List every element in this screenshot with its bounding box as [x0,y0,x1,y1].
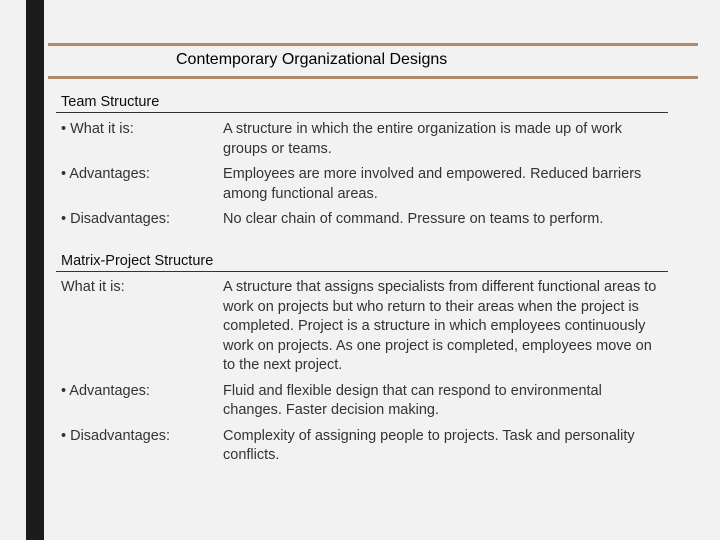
table-row [56,382,668,421]
row-description: A structure in which the entire organization is made up of work groups or teams. [223,121,622,157]
section-heading: Matrix-Project Structure [56,251,668,272]
row-label: • Disadvantages: [61,427,171,444]
row-description: Employees are more involved and empowered. Reduced barriers among functional areas. [223,166,642,202]
section-heading: Team Structure [56,92,668,113]
row-label: • Advantages: [61,382,150,399]
row-description: Fluid and flexible design that can respond to environmental changes. Faster decision making. [223,382,602,418]
team-structure-section [56,92,668,230]
table-row [56,427,668,466]
top-divider [48,43,698,46]
row-description: No clear chain of command. Pressure on teams to perform. [223,211,604,227]
table-row [56,210,668,230]
table-row [56,120,668,159]
table-row [56,278,668,376]
row-description: A structure that assigns specialists from different functional areas to work on projects but who return to their areas when the project is completed. Project is a structure in which employees continuously work on projects. As one project is completed, employees move on to the next project. [223,279,657,373]
row-label: • Disadvantages: [61,211,171,227]
table-row [56,165,668,204]
page-title: Contemporary Organizational Designs [176,51,448,68]
row-label: • Advantages: [61,166,150,182]
matrix-project-section [56,251,668,466]
left-accent-bar [26,0,44,540]
row-label: • What it is: [61,121,134,137]
row-description: Complexity of assigning people to projects. Task and personality conflicts. [223,427,635,463]
row-label: What it is: [61,279,125,295]
title-divider [48,76,698,79]
